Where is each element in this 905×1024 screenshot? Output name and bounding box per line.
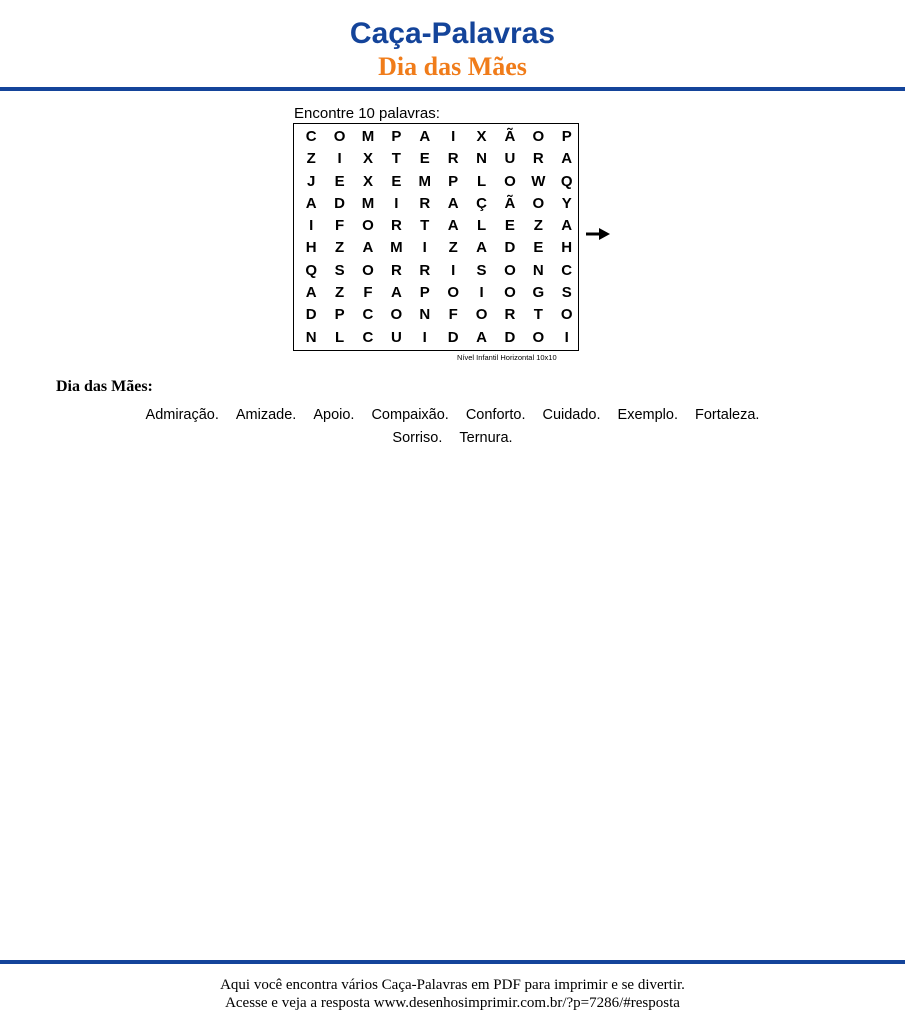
- grid-cell: O: [532, 194, 545, 212]
- grid-cell: D: [447, 328, 459, 346]
- grid-cell: X: [476, 128, 487, 145]
- word-list-item: Exemplo.: [617, 407, 678, 423]
- word-list: [60, 404, 845, 450]
- grid-cell: U: [504, 150, 516, 168]
- grid-cell: X: [362, 150, 373, 168]
- grid-cell: Ã: [504, 194, 516, 212]
- grid-cell: R: [504, 306, 516, 324]
- page-subtitle: Dia das Mães: [378, 52, 527, 81]
- grid-cell: I: [337, 150, 342, 168]
- grid-cell: R: [390, 261, 402, 279]
- grid-cell: C: [362, 328, 374, 346]
- grid-cell: H: [305, 239, 317, 257]
- word-search-grid: [297, 126, 581, 349]
- grid-cell: O: [532, 328, 545, 346]
- grid-cell: I: [394, 194, 399, 212]
- word-list-heading: Dia das Mães:: [56, 378, 153, 395]
- grid-cell: D: [504, 239, 516, 257]
- grid-cell: A: [419, 128, 431, 145]
- grid-cell: P: [419, 284, 430, 302]
- footer: [0, 976, 905, 1012]
- grid-cell: I: [479, 284, 484, 302]
- grid-cell: F: [363, 284, 373, 302]
- grid-cell: I: [422, 239, 427, 257]
- grid-cell: N: [419, 306, 431, 324]
- word-list-item: Admiração.: [145, 407, 219, 423]
- grid-cell: T: [391, 150, 401, 168]
- grid-cell: S: [334, 261, 345, 279]
- grid-cell: R: [532, 150, 544, 168]
- grid-cell: J: [307, 172, 316, 190]
- grid-cell: R: [390, 217, 402, 235]
- grid-cell: D: [504, 328, 516, 346]
- grid-cell: L: [476, 217, 487, 235]
- grid-cell: M: [418, 172, 431, 190]
- grid-cell: A: [561, 150, 573, 168]
- grid-cell: O: [333, 128, 346, 145]
- grid-cell: P: [561, 128, 572, 145]
- grid-cell: Ã: [504, 128, 516, 145]
- word-list-item: Apoio.: [313, 407, 355, 423]
- grid-cell: X: [362, 172, 373, 190]
- grid-cell: I: [564, 328, 569, 346]
- grid-cell: N: [305, 328, 317, 346]
- word-list-item: Ternura.: [459, 430, 513, 446]
- grid-cell: A: [476, 328, 487, 346]
- grid-cell: G: [532, 284, 545, 302]
- grid-cell: T: [533, 306, 543, 324]
- puzzle-instruction: Encontre 10 palavras:: [294, 105, 440, 122]
- grid-cell: A: [362, 239, 374, 257]
- grid-cell: O: [362, 261, 374, 279]
- grid-cell: O: [475, 306, 488, 324]
- grid-cell: P: [448, 172, 459, 190]
- grid-cell: H: [561, 239, 573, 257]
- grid-cell: Z: [335, 284, 345, 302]
- grid-cell: D: [334, 194, 345, 212]
- grid-cell: O: [532, 128, 545, 145]
- word-list-item: Cuidado.: [542, 407, 601, 423]
- grid-cell: E: [334, 172, 345, 190]
- word-search-grid-box: [293, 123, 579, 351]
- grid-cell: S: [561, 284, 572, 302]
- grid-cell: U: [390, 328, 402, 346]
- word-list-item: Conforto.: [465, 407, 526, 423]
- grid-cell: Z: [306, 150, 316, 168]
- grid-cell: C: [561, 261, 573, 279]
- grid-cell: O: [362, 217, 374, 235]
- grid-cell: E: [391, 172, 402, 190]
- grid-cell: P: [334, 306, 345, 324]
- grid-cell: M: [390, 239, 403, 257]
- grid-cell: L: [335, 328, 345, 346]
- grid-cell: N: [476, 150, 487, 168]
- grid-cell: M: [361, 128, 375, 145]
- footer-divider: [0, 960, 905, 964]
- grid-cell: O: [560, 306, 573, 324]
- grid-cell: Z: [448, 239, 458, 257]
- grid-cell: A: [390, 284, 402, 302]
- grid-cell: O: [504, 261, 516, 279]
- word-list-item: Amizade.: [235, 407, 297, 423]
- grid-cell: Q: [560, 172, 573, 190]
- word-list-item: Fortaleza.: [694, 407, 760, 423]
- page-title: Caça-Palavras: [349, 17, 556, 50]
- grid-cell: A: [476, 239, 487, 257]
- grid-cell: A: [305, 194, 317, 212]
- grid-cell: A: [305, 284, 317, 302]
- grid-cell: E: [419, 150, 430, 168]
- grid-cell: W: [531, 172, 546, 190]
- word-list-item: Compaixão.: [371, 407, 449, 423]
- grid-cell: O: [504, 284, 516, 302]
- grid-cell: R: [419, 194, 431, 212]
- word-list-item: Sorriso.: [392, 430, 443, 446]
- grid-cell: A: [561, 217, 573, 235]
- grid-cell: E: [504, 217, 515, 235]
- grid-cell: Y: [561, 194, 572, 212]
- grid-cell: I: [451, 261, 456, 279]
- grid-cell: R: [447, 150, 459, 168]
- grid-cell: N: [532, 261, 544, 279]
- grid-cell: M: [361, 194, 375, 212]
- grid-cell: Ç: [476, 194, 487, 212]
- grid-cell: O: [504, 172, 516, 190]
- grid-cell: O: [447, 284, 459, 302]
- grid-cell: E: [533, 239, 544, 257]
- puzzle-level-label: Nível Infantil Horizontal 10x10: [457, 353, 557, 362]
- grid-cell: C: [362, 306, 374, 324]
- grid-cell: A: [447, 217, 459, 235]
- grid-cell: A: [447, 194, 459, 212]
- grid-cell: P: [391, 128, 402, 145]
- grid-cell: L: [476, 172, 487, 190]
- footer-line-1: Aqui você encontra vários Caça-Palavras em PDF para imprimir e se divertir.: [220, 977, 685, 993]
- grid-cell: I: [309, 217, 314, 235]
- grid-cell: Q: [305, 261, 318, 279]
- grid-cell: T: [420, 217, 430, 235]
- grid-cell: D: [305, 306, 317, 324]
- grid-cell: R: [419, 261, 431, 279]
- grid-cell: Z: [533, 217, 543, 235]
- grid-cell: I: [451, 128, 456, 145]
- arrow-right-icon: [585, 224, 611, 244]
- grid-cell: S: [476, 261, 487, 279]
- grid-cell: F: [335, 217, 345, 235]
- grid-cell: C: [305, 128, 317, 145]
- grid-cell: F: [448, 306, 458, 324]
- header-divider: [0, 87, 905, 91]
- grid-cell: I: [422, 328, 427, 346]
- grid-cell: O: [390, 306, 403, 324]
- footer-line-2: Acesse e veja a resposta www.desenhosimprimir.com.br/?p=7286/#resposta: [225, 995, 680, 1011]
- grid-cell: Z: [335, 239, 345, 257]
